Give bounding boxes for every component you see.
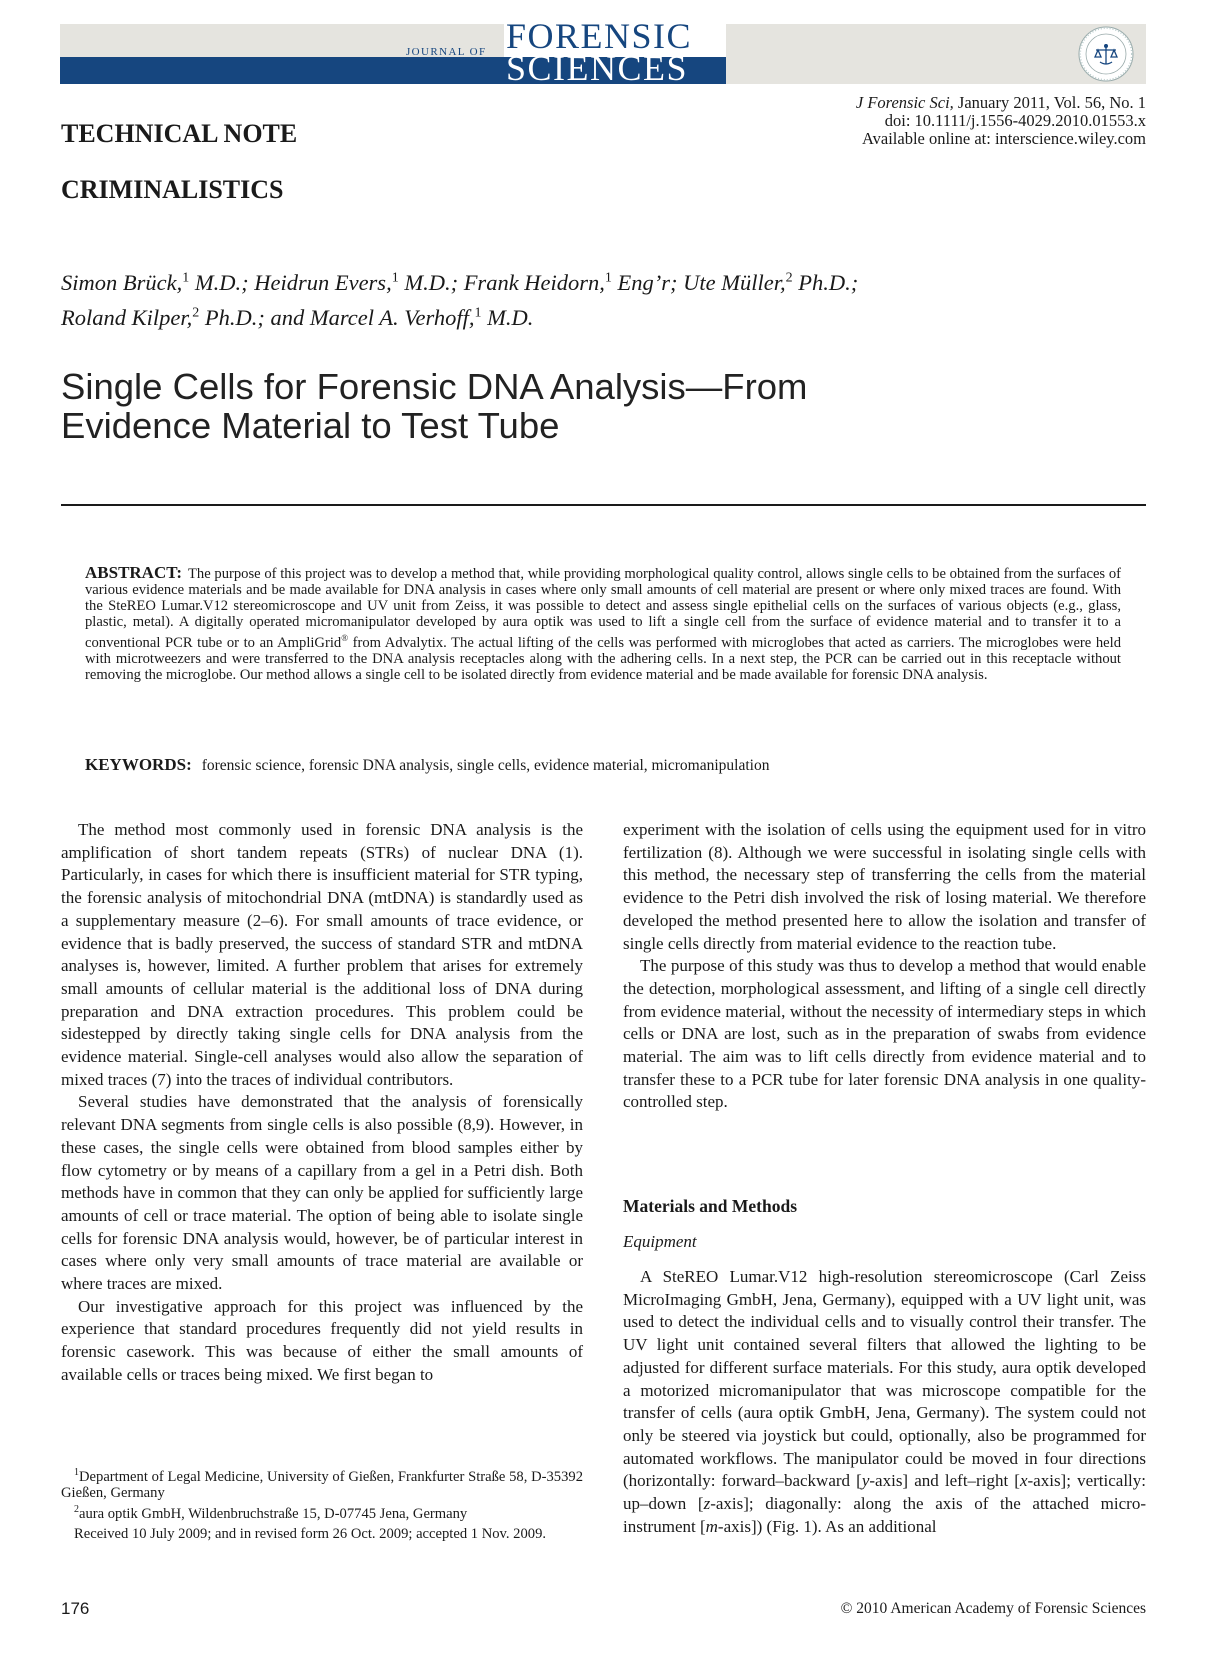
author: Simon Brück,$^1$ M.D.; xyxy=(61,269,249,295)
abstract xyxy=(85,565,1121,684)
received-dates: Received 10 July 2009; and in revised form 26 Oct. 2009; accepted 1 Nov. 2009. xyxy=(74,1525,547,1542)
logo-journal-of: JOURNAL OF xyxy=(406,46,487,58)
title-line-1: Single Cells for Forensic DNA Analysis—From xyxy=(61,366,808,407)
affiliation-footnote-1: $^1$Department of Legal Medicine, University of Gießen, Frankfurter Straße 58, D-35392 Gießen, Germany xyxy=(61,1467,583,1502)
paragraph: The purpose of this study was thus to develop a method that would enable the detection, morphological assessment, and lifting of a single cell directly from evidence material, without the necessity of intermediary steps in which cells or DNA are lost, such as in the preparation of swabs from evidence material. The aim was to lift cells directly from evidence material and to transfer these to a PCR tube for later forensic DNA analysis in one quality-controlled step. xyxy=(623,956,1146,1112)
logo-forensic: FORENSIC xyxy=(506,16,693,56)
footnotes xyxy=(61,1465,583,1542)
abstract-text-1: The purpose of this project was to develop a method that, while providing morphological quality control, allows single cells to be obtained from the surfaces of various evidence materials and be made available for DNA analysis in cases where only small amounts of cell material are present or where only mixed traces are found. With the SteREO Lumar.V12 stereomicroscope and UV unit from Zeiss, it was possible to detect and assess single epithelial cells on the surfaces of various objects (e.g., glass, plastic, metal). A digitally operated micromanipulator developed by aura optik was used to lift a single cell from the surface of evidence material and to transfer it to a conventional PCR tube or to an AmpliGrid xyxy=(85,566,1121,652)
issue-info: January 2011, Vol. 56, No. 1 xyxy=(953,93,1146,112)
author-list xyxy=(61,262,1061,333)
article-title xyxy=(61,367,807,445)
subsection-heading-equipment: Equipment xyxy=(623,1232,697,1251)
page-number: 176 xyxy=(61,1599,90,1618)
author: Roland Kilper,$^2$ Ph.D.; xyxy=(61,305,265,330)
author: Frank Heidorn,$^1$ Eng’r; xyxy=(463,269,678,295)
online-availability: Available online at: interscience.wiley.com xyxy=(861,129,1146,148)
paragraph: The method most commonly used in forensic DNA analysis is the amplification of short tandem repeats (STRs) of nuclear DNA (1). Particularly, in cases for which there is insufficient material for STR typing, the forensic analysis of mitochondrial DNA (mtDNA) is standardly used as a supplementary measure (2–6). For small amounts of trace evidence, or evidence that is badly preserved, the success of standard STR and mtDNA analyses is, however, limited. A further problem that arises for extremely small amounts of cellular material is the additional loss of DNA during preparation and DNA extraction procedures. This problem could be sidestepped by directly taking single cells for DNA analysis from the evidence material. Single-cell analyses would also allow the separation of mixed traces (7) into the traces of individual contributors. xyxy=(61,820,583,1089)
section-heading-methods: Materials and Methods xyxy=(623,1196,798,1216)
keywords-label: KEYWORDS: xyxy=(85,755,192,774)
keywords xyxy=(85,755,769,775)
paragraph: experiment with the isolation of cells using the equipment used for in vitro fertilization (8). Although we were successful in isolating single cells with this method, the necessary step of transferring the cells from the material evidence to the Petri dish involved the risk of losing material. We therefore developed the method presented here to allow the isolation and transfer of single cells directly from material evidence to the reaction tube. xyxy=(623,820,1146,953)
author: and Marcel A. Verhoff,$^1$ M.D. xyxy=(270,305,534,330)
section-label: CRIMINALISTICS xyxy=(61,175,284,204)
journal-abbrev: J Forensic Sci, xyxy=(855,93,954,112)
author: Heidrun Evers,$^1$ M.D.; xyxy=(254,269,459,295)
body-right-column xyxy=(623,819,1146,1114)
registered-mark: ® xyxy=(341,633,349,644)
citation-block xyxy=(856,94,1146,148)
body-left-column xyxy=(61,819,583,1387)
paragraph: A SteREO Lumar.V12 high-resolution stereomicroscope (Carl Zeiss MicroImaging GmbH, Jena, Germany), equipped with a UV light unit, was used to detect the individual cells and to visually control their transfer. The UV light unit contained several filters that allowed the lighting to be adjusted for different surface materials. For this study, aura optik developed a motorized micromanipulator that was microscope compatible for the transfer of cells (aura optik GmbH, Jena, Germany). The system could not only be steered via joystick but could, optionally, also be programmed for automated workflows. The manipulator could be moved in four directions (horizontally: forward–backward [y-axis] and left–right [x-axis]; vertically: up–down [z-axis]; diagonally: along the axis of the attached micro-instrument [m-axis]) (Fig. 1). As an additional xyxy=(623,1267,1146,1536)
keywords-text: forensic science, forensic DNA analysis, single cells, evidence material, micromanipulation xyxy=(201,757,770,774)
equipment-section xyxy=(623,1266,1146,1538)
paragraph: Several studies have demonstrated that the analysis of forensically relevant DNA segments from single cells is also possible (8,9). However, in these cases, the single cells were obtained from blood samples either by flow cytometry or by means of a capillary from a gel in a Petri dish. Both methods have in common that they can only be applied for sufficiently large amounts of cell or trace material. The option of being able to isolate single cells for forensic DNA analysis would, however, be of particular interest in cases where only very small amounts of trace material are available or where traces are mixed. xyxy=(61,1092,583,1294)
copyright: © 2010 American Academy of Forensic Sciences xyxy=(840,1600,1146,1617)
doi: doi: 10.1111/j.1556-4029.2010.01553.x xyxy=(884,111,1146,130)
affiliation-footnote-2: $^2$aura optik GmbH, Wildenbruchstraße 15, D-07745 Jena, Germany xyxy=(74,1504,468,1522)
title-line-2: Evidence Material to Test Tube xyxy=(61,405,560,446)
abstract-label: ABSTRACT: xyxy=(85,563,182,582)
logo-sciences: SCIENCES xyxy=(506,48,689,88)
title-divider xyxy=(61,504,1146,506)
journal-logo xyxy=(406,16,728,88)
author: Ute Müller,$^2$ Ph.D.; xyxy=(683,269,859,295)
article-type: TECHNICAL NOTE xyxy=(61,119,298,148)
academy-seal-icon xyxy=(1078,26,1134,82)
paragraph: Our investigative approach for this project was influenced by the experience that standard procedures frequently did not yield results in forensic casework. This was because of either the small amounts of available cells or traces being mixed. We first began to xyxy=(61,1296,583,1384)
abstract-text-2: from Advalytix. The actual lifting of the cells was performed with microglobes that acted as carriers. The microglobes were held with microtweezers and were transferred to the DNA analysis receptacles along with the adhering cells. In a next step, the PCR can be carried out in this receptacle without removing the microglobe. Our method allows a single cell to be isolated directly from evidence material and be made available for forensic DNA analysis. xyxy=(85,635,1121,684)
